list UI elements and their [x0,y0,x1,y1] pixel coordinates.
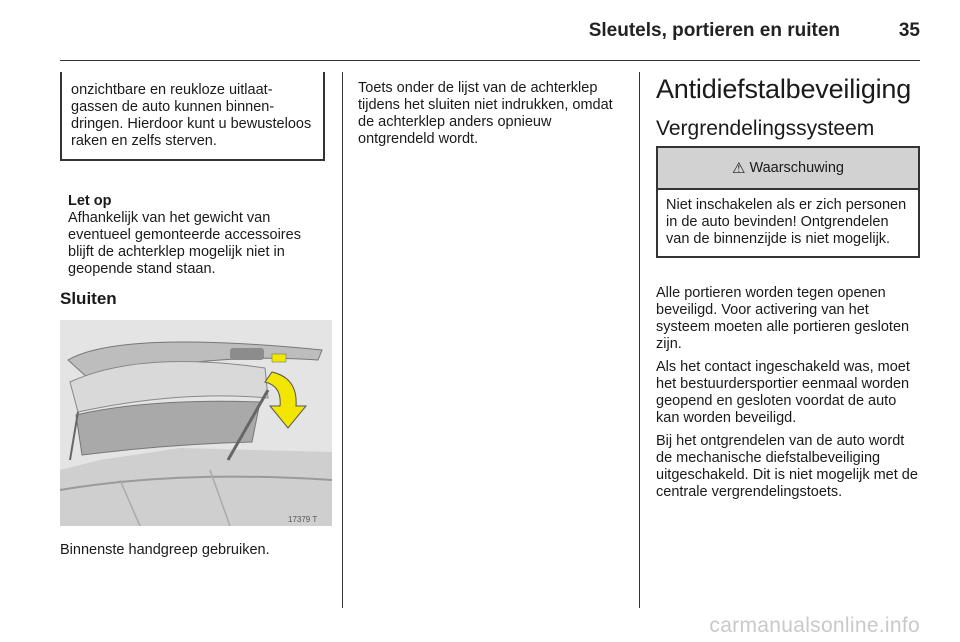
warning-continuation-text: onzichtbare en reukloze uitlaatgassen de auto kunnen binnendringen. Hierdoor kunt u bewusteloos raken en zelfs sterven. [71,82,312,149]
page-number: 35 [898,20,920,41]
warning-box-continuation [60,72,325,161]
column-divider-left [342,72,343,608]
subheading-vergrendeling: Vergrendelingssysteem [656,117,875,140]
warning-body [658,190,918,256]
tailgate-illustration [60,320,332,526]
warning-box [656,146,920,258]
figure-code: 17379 T [288,515,318,524]
warning-triangle-icon: ⚠ [731,160,746,177]
paragraph: Als het contact ingeschakeld was, moet het bestuurdersportier eenmaal worden geopend en gesloten voordat de auto kan worden beveiligd. [656,359,910,426]
page-header-title: Sleutels, portieren en ruiten [588,20,840,41]
heading-antidiefstal: Antidiefstalbeveiliging [656,74,912,104]
header-rule [60,60,920,61]
column3-paragraphs [656,285,920,507]
warning-text: Niet inschakelen als er zich personen in de auto bevinden! Ontgrendelen van de binnenzijde is niet mogelijk. [666,197,907,247]
tailgate-figure [60,320,332,526]
column2-paragraph: Toets onder de lijst van de achterklep tijdens het sluiten niet indrukken, omdat de achterklep anders opnieuw ontgrendeld wordt. [358,80,613,147]
note-block [68,193,330,278]
note-text: Afhankelijk van het gewicht van eventueel gemonteerde accessoires blijft de achterklep mogelijk niet in geopende stand staan. [68,210,301,277]
figure-caption: Binnenste handgreep gebruiken. [60,542,270,558]
warning-header [658,148,918,190]
warning-title: Waarschuwing [749,160,844,176]
note-title: Let op [68,193,112,209]
watermark: carmanualsonline.info [709,614,920,637]
section-heading-sluiten: Sluiten [60,289,117,308]
paragraph: Bij het ontgrendelen van de auto wordt de mechanische diefstalbeveiliging uitgeschakeld. Dit is niet mogelijk met de centrale vergrendelingstoets. [656,433,918,500]
column-divider-right [639,72,640,608]
paragraph: Alle portieren worden tegen openen beveiligd. Voor activering van het systeem moeten alle portieren gesloten zijn. [656,285,910,352]
